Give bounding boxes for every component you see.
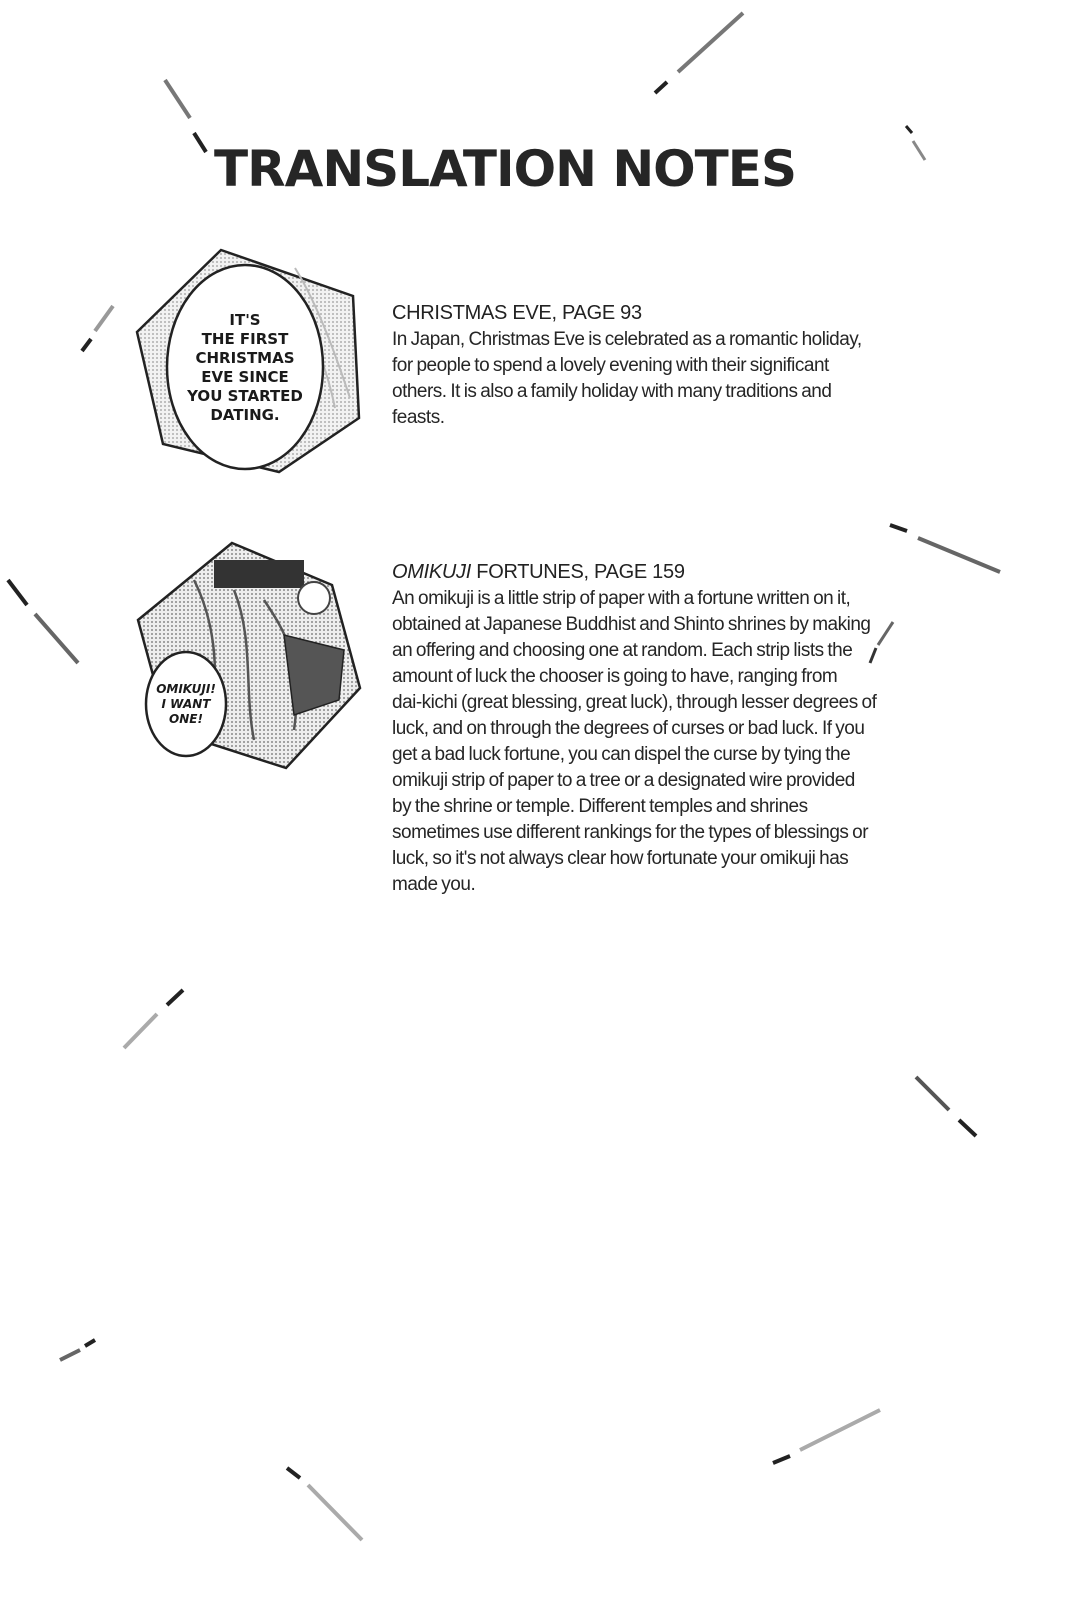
note-heading-text: CHRISTMAS EVE, PAGE 93 [392, 302, 642, 324]
note-line: amount of luck the chooser is going to have, ranging from [392, 666, 838, 687]
speech-line: OMIKUJI! [156, 682, 216, 696]
note-line: by the shrine or temple. Different temples and shrines [392, 796, 808, 817]
note-line: An omikuji is a little strip of paper with a fortune written on it, [392, 588, 851, 609]
note-body [392, 586, 912, 898]
manga-panel-omikuji [134, 540, 364, 770]
note-line: an offering and choosing one at random. Each strip lists the [392, 640, 853, 661]
speech-bubble [167, 265, 323, 469]
note-line: dai-kichi (great blessing, great luck), through lesser degrees of [392, 692, 877, 713]
note-heading-italic: OMIKUJI [392, 561, 472, 583]
note-line: omikuji strip of paper to a tree or a designated wire provided [392, 770, 855, 791]
speech-line: CHRISTMAS [195, 349, 295, 367]
note-line: feasts. [392, 407, 445, 428]
note-line: made you. [392, 874, 476, 895]
note-line: for people to spend a lovely evening with their significant [392, 355, 829, 376]
note-line: luck, so it's not always clear how fortunate your omikuji has [392, 848, 849, 869]
speech-line: I WANT [161, 697, 211, 711]
note-body [392, 327, 912, 431]
note-line: obtained at Japanese Buddhist and Shinto shrines by making [392, 614, 871, 635]
speech-line: THE FIRST [201, 330, 289, 348]
page-title: TRANSLATION NOTES [214, 140, 796, 198]
note-line: luck, and on through the degrees of curses or bad luck. If you [392, 718, 865, 739]
note-line: get a bad luck fortune, you can dispel the curse by tying the [392, 744, 851, 765]
note-christmas-eve [392, 300, 912, 431]
note-line: sometimes use different rankings for the types of blessings or [392, 822, 869, 843]
speech-line: IT'S [229, 311, 261, 329]
speech-line: YOU STARTED [187, 387, 303, 405]
manga-panel-christmas [135, 248, 365, 478]
note-omikuji-fortunes [392, 559, 912, 898]
note-heading [392, 300, 912, 326]
note-line: others. It is also a family holiday with many traditions and [392, 381, 832, 402]
note-heading-text: FORTUNES, PAGE 159 [471, 561, 685, 583]
note-line: In Japan, Christmas Eve is celebrated as a romantic holiday, [392, 329, 862, 350]
speech-line: ONE! [169, 712, 203, 726]
speech-line: EVE SINCE [201, 368, 289, 386]
speech-line: DATING. [210, 406, 280, 424]
note-heading [392, 559, 912, 585]
